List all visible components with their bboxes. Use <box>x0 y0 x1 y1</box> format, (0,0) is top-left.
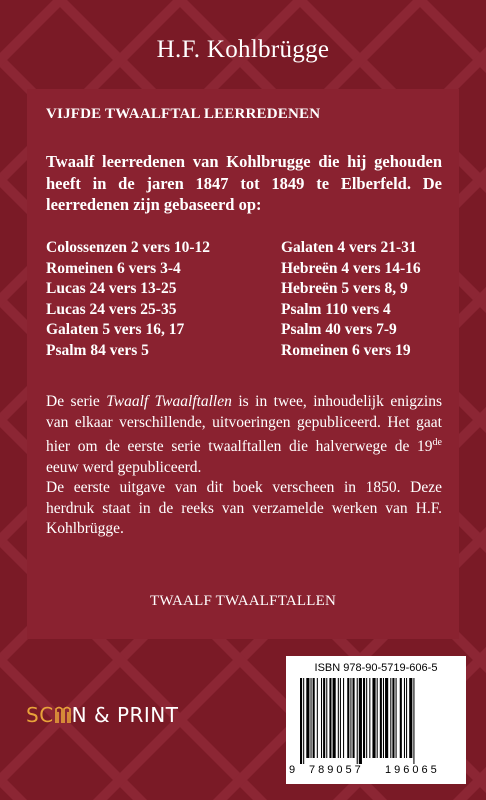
scripture-item: Hebreën 5 vers 8, 9 <box>281 280 408 297</box>
book-subtitle: VIJFDE TWAALFTAL LEERREDENEN <box>46 106 321 122</box>
barcode-bar <box>400 678 402 758</box>
barcode-bar <box>326 678 327 758</box>
series-name-italic: Twaalf Twaalftallen <box>106 393 232 410</box>
para-text: eeuw werd gepubliceerd. <box>46 458 202 476</box>
ordinal-superscript: de <box>432 437 442 448</box>
barcode-bar <box>313 678 315 758</box>
barcode-bar <box>413 678 414 764</box>
barcode-digit: 789057 <box>309 764 364 776</box>
open-book-icon <box>54 703 72 725</box>
barcode-bar <box>369 678 370 758</box>
para-text: De serie <box>46 393 107 410</box>
barcode-bar <box>396 678 397 758</box>
barcode-bar <box>306 678 309 758</box>
author-name: H.F. Kohlbrügge <box>156 36 330 63</box>
scripture-item: Romeinen 6 vers 19 <box>281 341 411 359</box>
scripture-list-left <box>46 238 210 361</box>
barcode-bar <box>338 678 339 758</box>
barcode-bar <box>303 678 304 764</box>
scripture-item: Psalm 40 vers 7-9 <box>281 321 397 338</box>
scripture-item: Galaten 4 vers 21-31 <box>281 239 417 256</box>
barcode-bar <box>392 678 394 758</box>
scripture-item: Hebreën 4 vers 14-16 <box>281 259 421 277</box>
barcode-bar <box>366 678 367 758</box>
barcode-digit: 9 <box>289 764 296 776</box>
scripture-list-right <box>281 238 421 361</box>
barcode-bar <box>385 678 388 758</box>
barcode-bar <box>404 678 405 758</box>
barcode-bar <box>333 678 336 758</box>
series-paragraph <box>46 393 442 476</box>
scripture-item: Colossenzen 2 vers 10-12 <box>46 239 211 256</box>
scripture-item: Psalm 84 vers 5 <box>46 341 149 359</box>
barcode-bar <box>323 678 325 758</box>
barcode-bar <box>311 678 312 758</box>
barcode-bar <box>347 678 349 758</box>
publisher-logo <box>26 703 178 727</box>
barcode-bar <box>317 678 318 758</box>
barcode-bar <box>377 678 378 758</box>
scripture-item: Romeinen 6 vers 3-4 <box>46 259 181 277</box>
barcode-bar <box>363 678 365 758</box>
scripture-item: Lucas 24 vers 25-35 <box>46 300 177 318</box>
barcode-bar <box>329 678 331 758</box>
scripture-item: Lucas 24 vers 13-25 <box>46 280 177 297</box>
intro-paragraph: Twaalf leerredenen van Kohlbrugge die hij gehouden heeft in de jaren 1847 tot 1849 te Elberfeld. De leerredenen zijn gebaseerd op: <box>46 152 442 214</box>
barcode-bar <box>350 678 351 758</box>
isbn-label: ISBN 978-90-5719-606-5 <box>314 662 438 674</box>
isbn-barcode <box>286 656 466 784</box>
logo-text: N & PRINT <box>71 703 179 727</box>
barcode-bar <box>353 678 355 758</box>
para-text: is in twee, inhoudelijk enigzins van elkaar verschillende, uitvoeringen gepubliceerd. Het gaat hier om de eerste serie twaalftallen die halverwege de 19 <box>46 393 442 456</box>
barcode-bar <box>372 678 375 758</box>
logo-text: SC <box>26 703 54 727</box>
barcode-bar <box>406 678 407 758</box>
scripture-item: Psalm 110 vers 4 <box>281 300 391 318</box>
barcode-digit: 196065 <box>385 764 440 776</box>
edition-paragraph: De eerste uitgave van dit boek verscheen in 1850. Deze herdruk staat in de reeks van verzamelde werken van H.F. Kohlbrügge. <box>46 479 442 538</box>
barcode-bar <box>357 678 358 764</box>
barcode-bar <box>409 678 412 758</box>
barcode-bar <box>383 678 384 758</box>
barcode-bar <box>380 678 382 758</box>
description-body <box>46 392 442 540</box>
series-title: TWAALF TWAALFTALLEN <box>149 593 337 609</box>
barcode-bar <box>321 678 322 758</box>
barcode-bar <box>300 678 302 764</box>
scripture-item: Galaten 5 vers 16, 17 <box>46 321 185 338</box>
barcode-bar <box>390 678 391 758</box>
barcode-bar <box>343 678 344 758</box>
barcode-bar <box>359 678 362 764</box>
barcode-bar <box>340 678 341 758</box>
barcode-bars <box>298 678 458 764</box>
